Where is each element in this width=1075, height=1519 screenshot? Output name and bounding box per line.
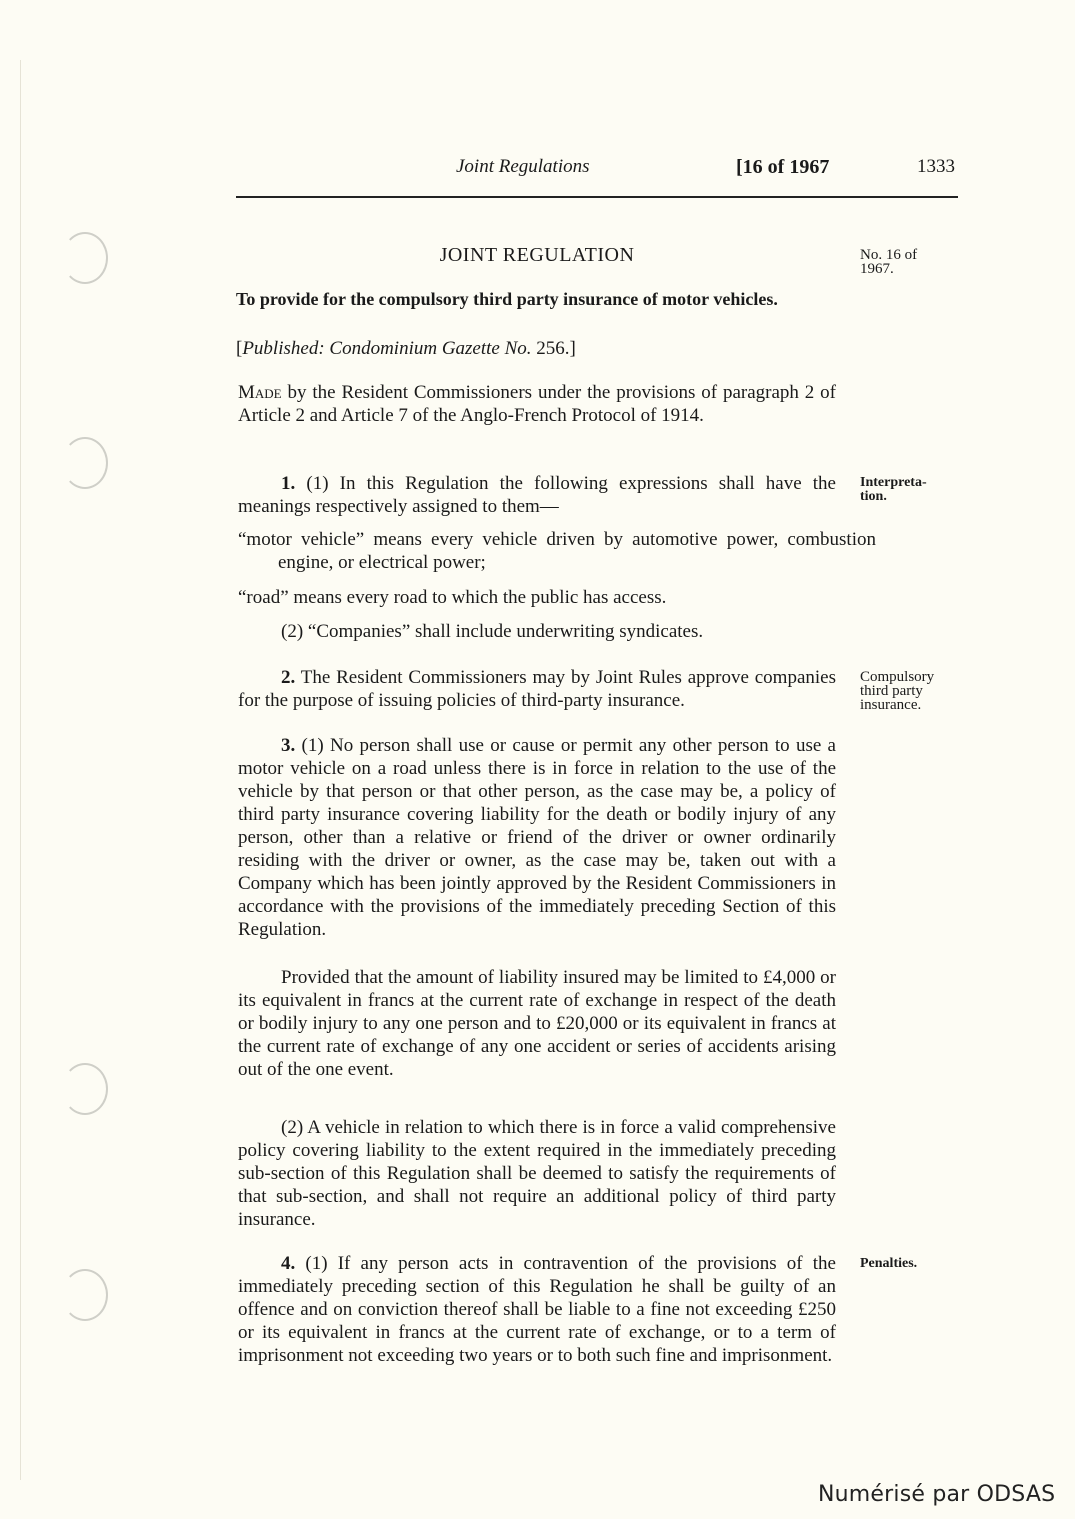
section-3-subsection-2: (2) A vehicle in relation to which there is in force a valid comprehensive policy covering liability to the extent required in the immediately preceding sub-section of this Regulation shall be deemed to satisfy the requirements of that sub-section, and shall not require an additional policy of third party insurance. bbox=[238, 1117, 836, 1230]
running-header-number: [16 of 1967 bbox=[736, 156, 830, 178]
section-text: The Resident Commissioners may by Joint Rules approve companies for the purpose of issuing policies of third-party insurance. bbox=[238, 667, 836, 711]
section-number: 2. bbox=[281, 667, 296, 688]
scan-watermark: Numérisé par ODSAS bbox=[818, 1482, 1056, 1507]
section-text: (1) No person shall use or cause or permit any other person to use a motor vehicle on a road unless there is in force in relation to the use of the vehicle by that person or that other person, as the case may be, a policy of third party insurance covering liability for the death or bodily injury of any person, other than a relative or friend of the driver or owner ordinarily residing with the driver or owner, as the case may be, taken out with a Company which has been jointly approved by the Resident Commissioners in accordance with the provisions of the immediately preceding Section of this Regulation. bbox=[238, 735, 836, 940]
margin-note-line: third party bbox=[860, 683, 923, 699]
published-note bbox=[236, 338, 576, 360]
published-open: [ bbox=[236, 338, 243, 359]
margin-note-compulsory-insurance bbox=[860, 670, 970, 712]
regulation-heading: JOINT REGULATION bbox=[439, 244, 635, 266]
punch-hole bbox=[62, 232, 108, 284]
margin-note-line: insurance. bbox=[860, 697, 922, 713]
section-1 bbox=[238, 472, 836, 518]
margin-note-line: 1967. bbox=[860, 261, 894, 277]
running-header-title: Joint Regulations bbox=[456, 156, 590, 177]
section-text: (1) If any person acts in contravention of the provisions of the immediately preceding section of this Regulation he shall be guilty of an offence and on conviction thereof shall be liable to a fine not exceeding £250 or its equivalent in francs at the current rate of exchange, or to a term of imprisonment not exceeding two years or to both such fine and imprisonment. bbox=[238, 1253, 836, 1366]
punch-hole bbox=[62, 1063, 108, 1115]
margin-note-line: Interpreta- bbox=[860, 475, 927, 490]
margin-note-line: Compulsory bbox=[860, 669, 935, 685]
section-number: 4. bbox=[281, 1253, 296, 1274]
section-3 bbox=[238, 734, 836, 941]
margin-note-line: No. 16 of bbox=[860, 247, 918, 263]
scan-edge bbox=[20, 60, 21, 1480]
header-rule bbox=[236, 196, 958, 198]
punch-hole bbox=[62, 437, 108, 489]
margin-note-interpretation bbox=[860, 476, 970, 504]
margin-note-line: tion. bbox=[860, 489, 887, 504]
margin-note-regulation-number bbox=[860, 248, 970, 276]
enacting-clause bbox=[238, 381, 836, 427]
punch-hole bbox=[62, 1269, 108, 1321]
section-3-proviso: Provided that the amount of liability insured may be limited to £4,000 or its equivalent in francs at the current rate of exchange in respect of the death or bodily injury to any one person and to £20,000 or its equivalent in francs at the current rate of exchange of any one accident or series of accidents arising out of the one event. bbox=[238, 967, 836, 1080]
regulation-subtitle: To provide for the compulsory third party insurance of motor vehicles. bbox=[236, 289, 778, 309]
section-2 bbox=[238, 666, 836, 712]
definition-motor-vehicle: “motor vehicle” means every vehicle driven by automotive power, combustion engine, or electrical power; bbox=[238, 529, 876, 573]
page-number: 1333 bbox=[917, 156, 955, 177]
section-text: (1) In this Regulation the following expressions shall have the meanings respectively assigned to them— bbox=[238, 473, 836, 517]
made-text: by the Resident Commissioners under the provisions of paragraph 2 of Article 2 and Article 7 of the Anglo-French Protocol of 1914. bbox=[238, 382, 836, 426]
section-4 bbox=[238, 1252, 836, 1367]
made-lead: Made bbox=[238, 382, 282, 403]
section-1-subsection-2: (2) “Companies” shall include underwriting syndicates. bbox=[281, 621, 704, 642]
section-number: 1. bbox=[281, 473, 296, 494]
published-label: Published: Condominium Gazette No. bbox=[242, 338, 532, 359]
definition-road: “road” means every road to which the public has access. bbox=[238, 587, 667, 608]
published-number: 256.] bbox=[531, 338, 576, 359]
margin-note-penalties: Penalties. bbox=[860, 1256, 918, 1271]
section-number: 3. bbox=[281, 735, 296, 756]
